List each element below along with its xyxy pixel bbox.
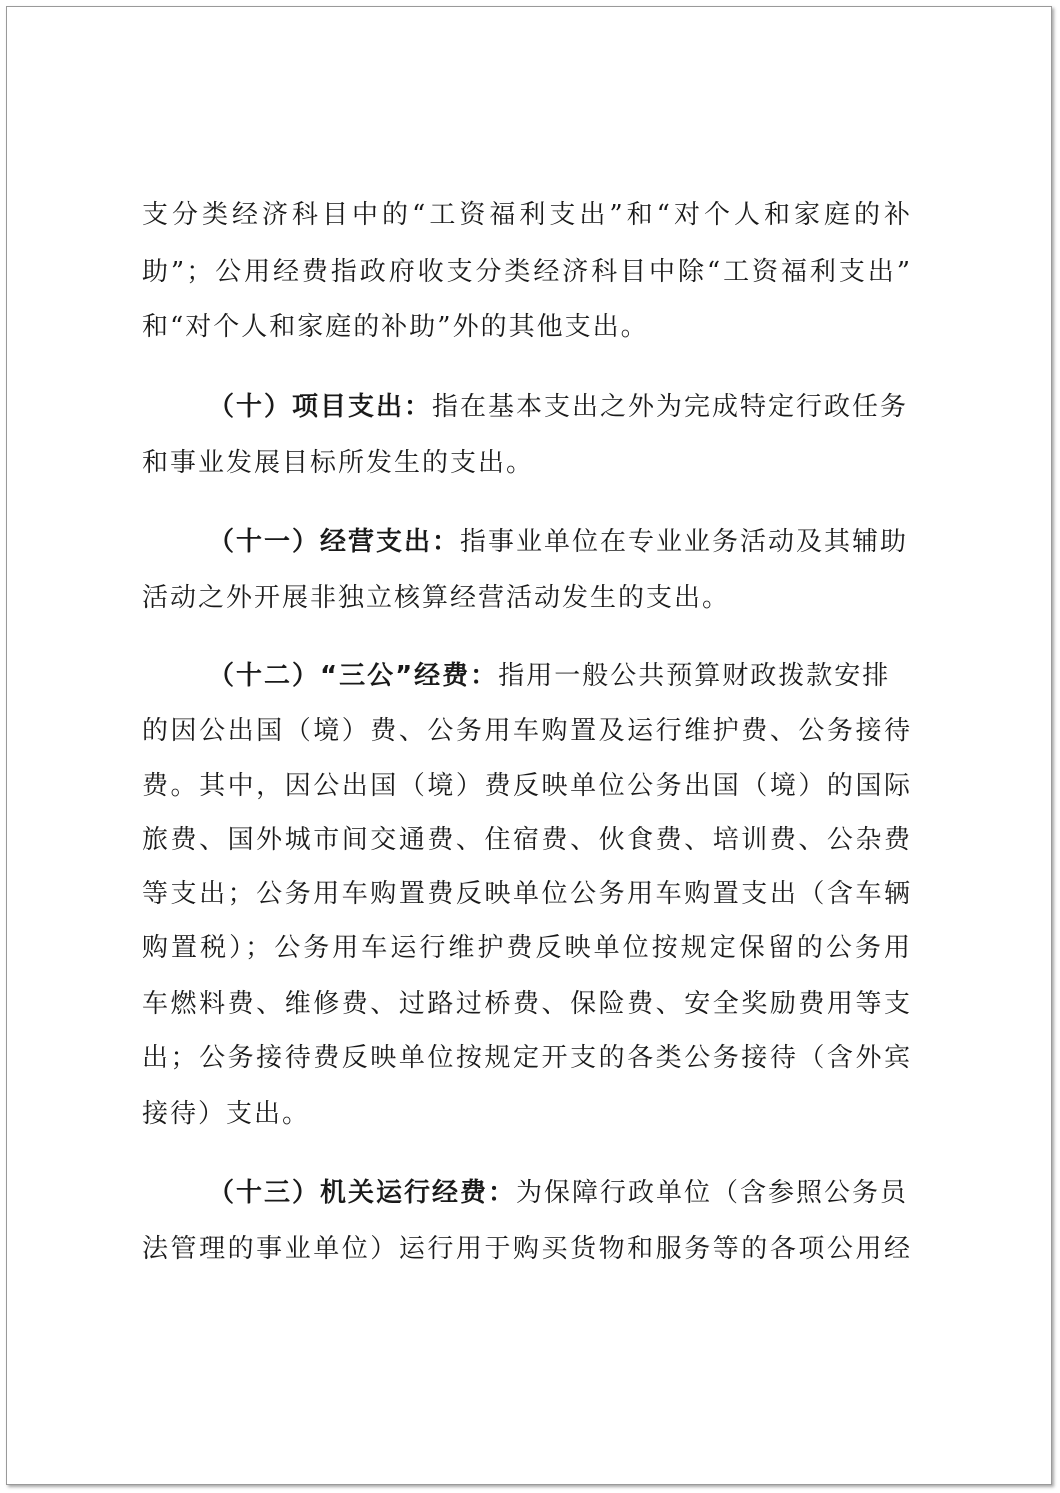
paragraph-4-line-1 (208, 654, 912, 698)
paragraph-4-line-4: 旅费、国外城市间交通费、住宿费、伙食费、培训费、公杂费 (142, 825, 912, 855)
paragraph-5-line-1 (208, 1171, 912, 1215)
paragraph-1-line-2: 助”；公用经费指政府收支分类经济科目中除“工资福利支出” (142, 257, 912, 287)
paragraph-3-first-text: 指事业单位在专业业务活动及其辅助 (460, 527, 909, 557)
paragraph-5-line-2: 法管理的事业单位）运行用于购买货物和服务等的各项公用经 (142, 1234, 912, 1264)
paragraph-1-line-1: 支分类经济科目中的“工资福利支出”和“对个人和家庭的补 (142, 200, 912, 230)
paragraph-4-line-6: 购置税）；公务用车运行维护费反映单位按规定保留的公务用 (142, 933, 912, 963)
section-heading-10: （十）项目支出： (208, 392, 433, 422)
paragraph-4-line-5: 等支出；公务用车购置费反映单位公务用车购置支出（含车辆 (142, 879, 912, 909)
paragraph-3-line-2: 活动之外开展非独立核算经营活动发生的支出。 (142, 583, 731, 613)
paragraph-2-line-2: 和事业发展目标所发生的支出。 (142, 448, 535, 478)
paragraph-4-line-7: 车燃料费、维修费、过路过桥费、保险费、安全奖励费用等支 (142, 989, 912, 1019)
paragraph-4-line-3: 费。其中，因公出国（境）费反映单位公务出国（境）的国际 (142, 771, 912, 801)
section-heading-11: （十一）经营支出： (208, 527, 461, 557)
paragraph-2-line-1 (208, 385, 912, 429)
section-heading-12: （十二）“三公”经费： (208, 661, 499, 691)
paragraph-4-first-text: 指用一般公共预算财政拨款安排 (498, 661, 891, 691)
section-heading-13: （十三）机关运行经费： (208, 1178, 517, 1208)
paragraph-4-line-2: 的因公出国（境）费、公务用车购置及运行维护费、公务接待 (142, 716, 912, 746)
paragraph-5-first-text: 为保障行政单位（含参照公务员 (516, 1178, 909, 1208)
paragraph-3-line-1 (208, 520, 912, 564)
paragraph-1-line-3: 和“对个人和家庭的补助”外的其他支出。 (142, 312, 649, 342)
paragraph-2-first-text: 指在基本支出之外为完成特定行政任务 (432, 392, 909, 422)
paragraph-4-line-9: 接待）支出。 (142, 1099, 311, 1129)
paragraph-4-line-8: 出；公务接待费反映单位按规定开支的各类公务接待（含外宾 (142, 1043, 912, 1073)
